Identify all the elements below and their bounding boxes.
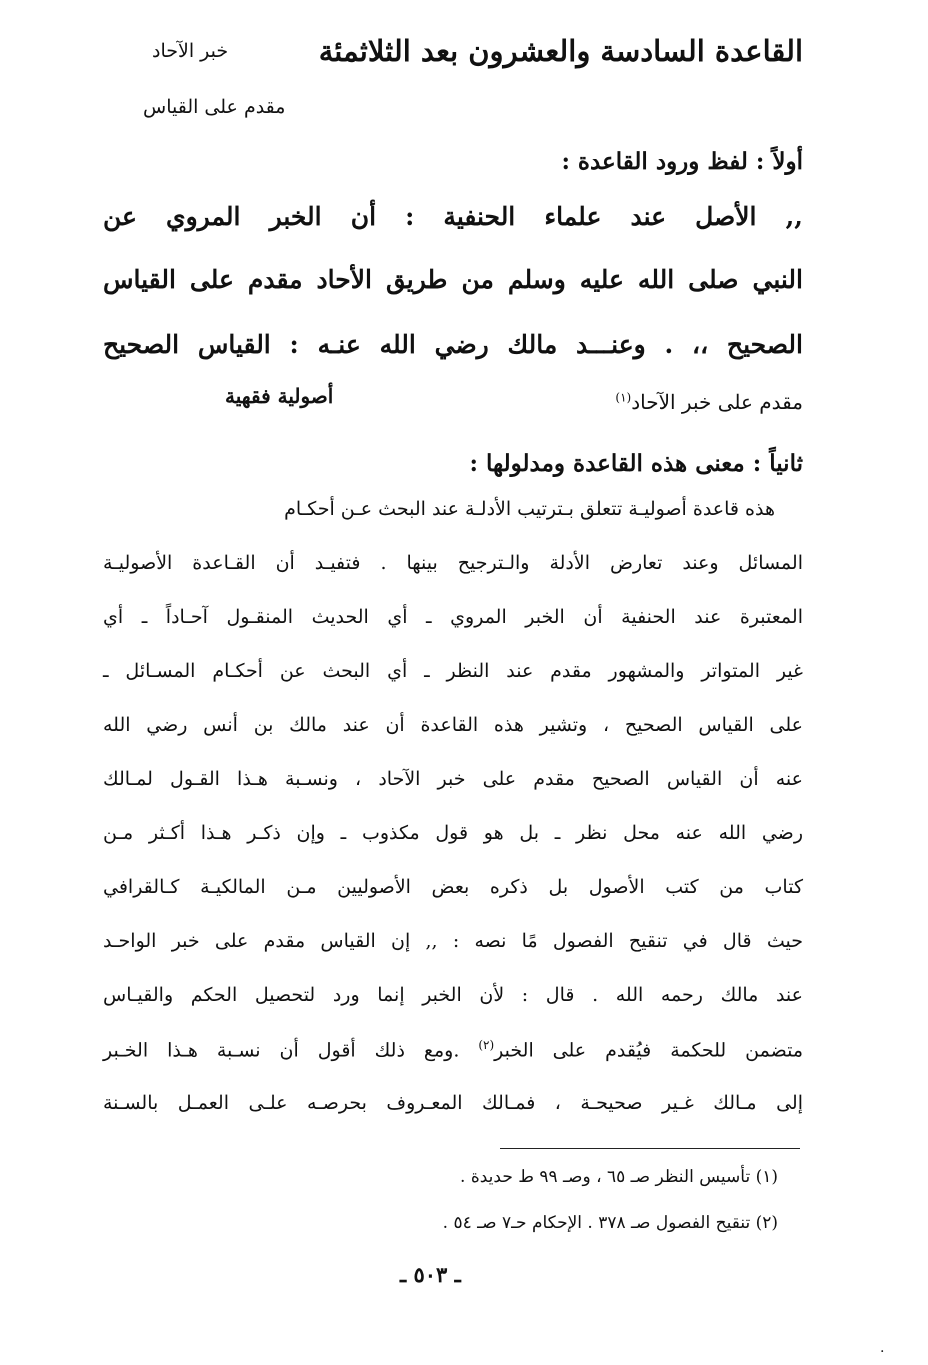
page-number: ـ ٥٠٣ ـ bbox=[400, 1262, 461, 1287]
body-line-1: هذه قاعدة أصوليـة تتعلق بـترتيب الأدلـة عند البحث عـن أحكـام bbox=[284, 498, 775, 520]
body-line-12: إلى مـالك غـير صحيحـة ، فمـالك المعـروف بحرصـه علـى العمـل بالسـنة bbox=[103, 1092, 803, 1114]
footnote-2: (٢) تنقيح الفصول صـ ٣٧٨ . الإحكام حـ٧ صـ ٥٤ . bbox=[442, 1213, 778, 1233]
section-heading-2: ثانياً : معنى هذه القاعدة ومدلولها : bbox=[469, 450, 803, 477]
body-line-3: المعتبرة عند الحنفية أن الخبر المروي ـ أي الحديث المنقـول آحـاداً ـ أي bbox=[103, 606, 803, 628]
body-line-11-head: متضمن للحكمة فيُقدم على الخبر bbox=[494, 1039, 804, 1062]
body-line-4: غير المتواتر والمشهور مقدم عند النظر ـ أي البحث عن أحكـام المسـائل ـ bbox=[103, 660, 803, 682]
rule-text-line-4-text: مقدم على خبر الآحاد bbox=[631, 390, 803, 414]
body-line-11 bbox=[103, 1038, 803, 1061]
rule-text-line-1: ,, الأصل عند علماء الحنفية : أن الخبر المروي عن bbox=[103, 202, 803, 231]
footnote-divider bbox=[500, 1148, 800, 1149]
side-note-2: مقدم على القياس bbox=[143, 96, 286, 118]
classification-label: أصولية فقهية bbox=[225, 384, 334, 408]
rule-title: القاعدة السادسة والعشرون بعد الثلاثمئة bbox=[318, 34, 803, 68]
footnote-1: (١) تأسيس النظر صـ ٦٥ ، وصـ ٩٩ ط حديدة . bbox=[460, 1167, 778, 1187]
body-line-8: كتاب من كتب الأصول بل ذكره بعض الأصوليين مـن المالكيـة كـالقرافي bbox=[103, 876, 803, 898]
footnote-ref-2: (٢) bbox=[478, 1038, 495, 1052]
body-line-9: حيث قال في تنقيح الفصول مًا نصه : ,, إن القياس مقدم على خبر الواحـد bbox=[103, 930, 803, 952]
rule-text-line-4 bbox=[615, 390, 803, 414]
rule-text-line-3: الصحيح ،، . وعنـــد مالك رضي الله عنـه : القياس الصحيح bbox=[103, 330, 803, 359]
body-line-10: عند مالك رحمه الله . قال : لأن الخبر إنما ورد لتحصيل الحكم والقيـاس bbox=[103, 984, 803, 1006]
section-heading-1: أولاً : لفظ ورود القاعدة : bbox=[561, 148, 803, 175]
body-line-6: عنه أن القياس الصحيح مقدم على خبر الآحاد ، ونسـبة هـذا القـول لمـالك bbox=[103, 768, 803, 790]
side-note-1: خبر الآحاد bbox=[152, 40, 229, 62]
body-line-7: رضي الله عنه محل نظر ـ بل هو قول مكذوب ـ وإن ذكـر هـذا أكـثر مـن bbox=[103, 822, 803, 844]
footnote-ref-1: (١) bbox=[615, 390, 632, 405]
body-line-11-tail: .ومع ذلك أقول أن نسـبة هـذا الخـبر bbox=[103, 1039, 479, 1062]
body-line-2: المسائل وعند تعارض الأدلة والـترجيح بينها . فتفيـد أن القـاعدة الأصوليـة bbox=[103, 552, 803, 574]
rule-text-line-2: النبي صلى الله عليه وسلم من طريق الأحاد مقدم على القياس bbox=[103, 265, 803, 294]
body-line-5: على القياس الصحيح ، وتشير هذه القاعدة أن عند مالك بن أنس رضي الله bbox=[103, 714, 803, 736]
corner-mark: . bbox=[880, 1340, 885, 1356]
